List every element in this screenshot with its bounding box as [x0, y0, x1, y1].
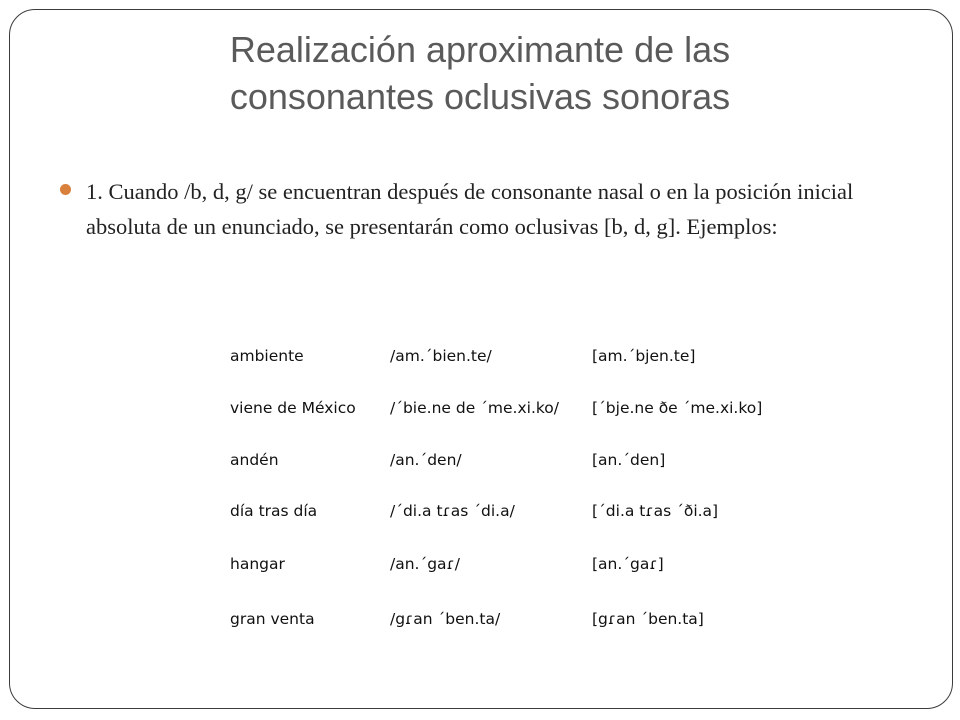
example-word: viene de México: [230, 399, 356, 417]
example-phonetic: [an.ˊden]: [592, 451, 666, 469]
example-phonemic: /an.ˊden/: [390, 451, 462, 469]
table-row: [228, 344, 788, 368]
slide-title: [40, 26, 920, 120]
example-phonetic: [ˊdi.a tɾas ˊði.a]: [592, 502, 719, 520]
table-row: [228, 396, 788, 420]
example-word: gran venta: [230, 610, 315, 628]
example-phonetic: [ˊbje.ne ðe ˊme.xi.ko]: [592, 399, 763, 417]
table-row: [228, 607, 788, 631]
example-word: andén: [230, 451, 279, 469]
example-phonetic: [gɾan ˊben.ta]: [592, 610, 704, 628]
example-phonemic: /am.ˊbien.te/: [390, 347, 492, 365]
table-row: [228, 448, 788, 472]
example-phonemic: /gɾan ˊben.ta/: [390, 610, 501, 628]
example-word: hangar: [230, 555, 285, 573]
example-phonetic: [an.ˊgaɾ]: [592, 555, 664, 573]
bullet-text: 1. Cuando /b, d, g/ se encuentran después de consonante nasal o en la posición inicial absoluta de un enunciado, se presentarán como oclusivas [b, d, g]. Ejemplos:: [86, 179, 854, 239]
example-phonemic: /ˊbie.ne de ˊme.xi.ko/: [390, 399, 560, 417]
table-row: [228, 499, 788, 523]
slide-title-line-1: Realización aproximante de las: [229, 29, 731, 70]
bullet-dot-icon: [60, 184, 71, 195]
example-phonemic: /an.ˊgaɾ/: [390, 555, 460, 573]
example-word: ambiente: [230, 347, 304, 365]
example-phonetic: [am.ˊbjen.te]: [592, 347, 696, 365]
slide-title-line-2: consonantes oclusivas sonoras: [229, 76, 731, 117]
example-word: día tras día: [230, 502, 318, 520]
table-row: [228, 552, 788, 576]
example-phonemic: /ˊdi.a tɾas ˊdi.a/: [390, 502, 515, 520]
